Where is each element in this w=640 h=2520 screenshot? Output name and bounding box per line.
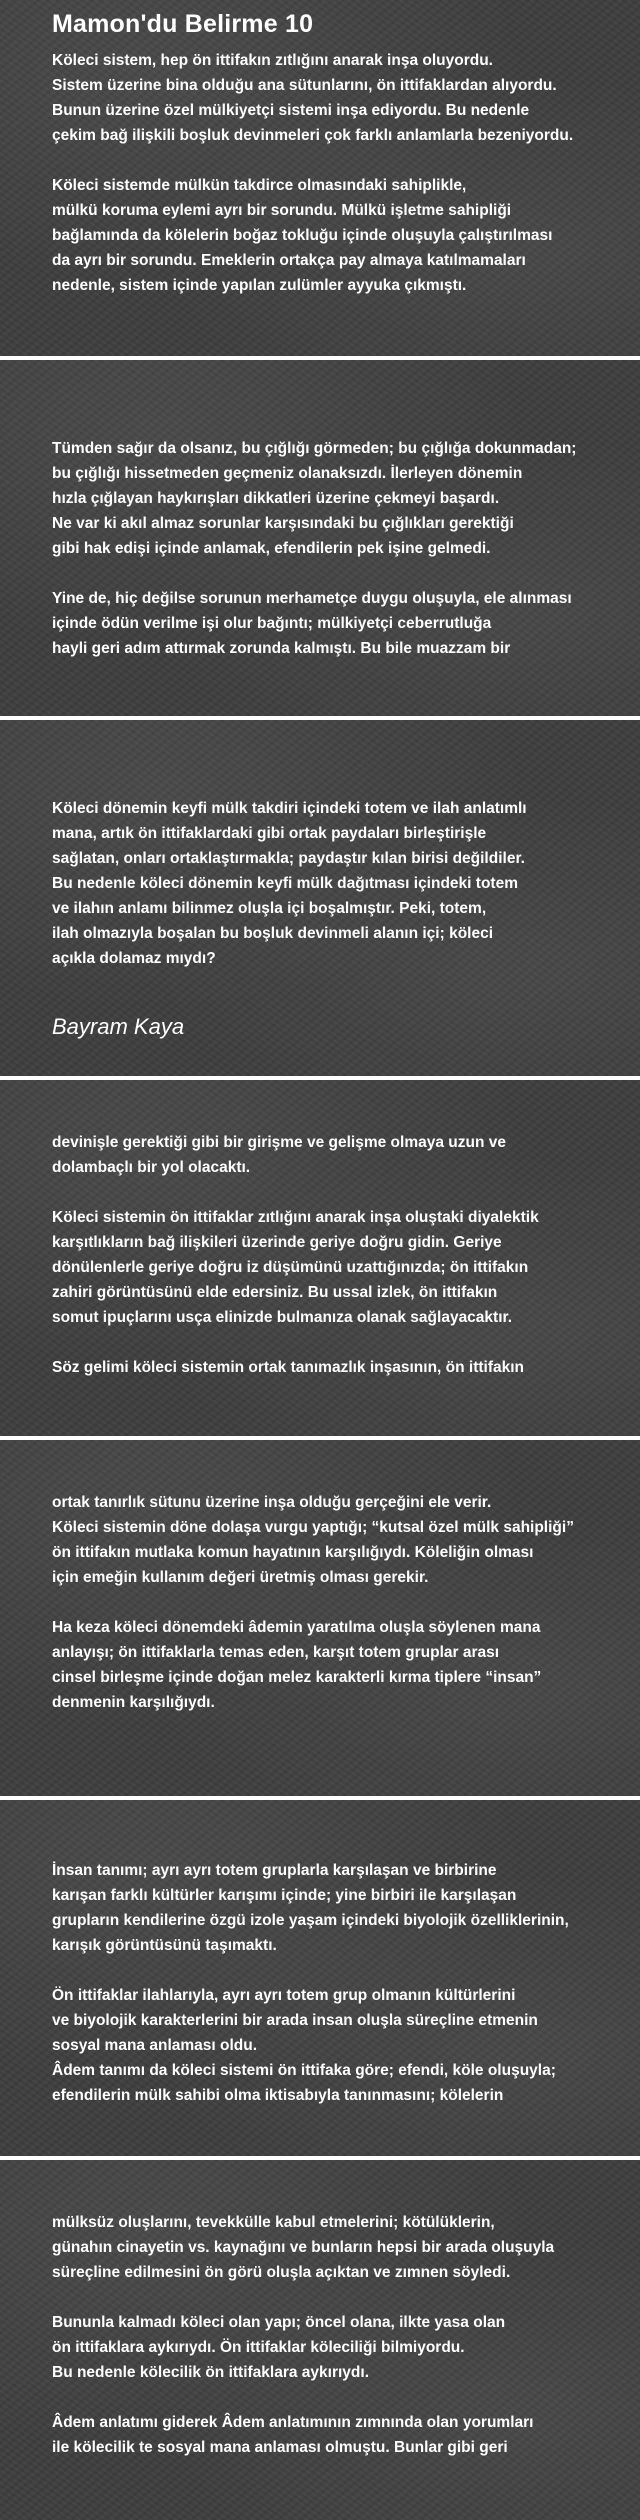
text-block-4: devinişle gerektiği gibi bir girişme ve gelişme olmaya uzun ve dolambaçlı bir yol olacaktı. Köleci sistemin ön ittifaklar zıtlığını anarak inşa oluştaki diyalektik karşıtlıkların bağ ilişkileri üzerinde geriye doğru gidin. Geriye dönülenlerle geriye doğru iz düşümünü uzattığınızda; ön ittifakın zahiri görüntüsünü elde edersiniz. Bu ussal izlek, ön ittifakın somut ipuçlarını usça elinizde bulmanıza olanak sağlayacaktır. Söz gelimi köleci sistemin ortak tanımazlık inşasının, ön ittifakın (52, 1134, 539, 1376)
page-title: Mamon'du Belirme 10 (52, 10, 314, 38)
panel-7 (0, 2160, 640, 2520)
text-block-5: ortak tanırlık sütunu üzerine inşa olduğu gerçeğini ele verir. Köleci sistemin döne dolaşa vurgu yaptığı; “kutsal özel mülk sahipliği” ön ittifakın mutlaka komun hayatının karşılığıydı. Köleliğin olması için emeğin kullanım değeri üretmiş olması gerekir. Ha keza köleci dönemdeki âdemin yaratılma oluşla söylenen mana anlayışı; ön ittifaklarla temas eden, karşıt totem gruplar arası cinsel birleşme içinde doğan melez karakterli kırma tiplere “insan” denmenin karşılığıydı. (52, 1494, 574, 1711)
panel-4 (0, 1080, 640, 1436)
panel-5 (0, 1440, 640, 1796)
author-name: Bayram Kaya (52, 1014, 185, 1039)
text-block-3: Köleci dönemin keyfi mülk takdiri içindeki totem ve ilah anlatımlı mana, artık ön ittifaklardaki gibi ortak paydaları birleştirişle sağlatan, onları ortaklaştırmakla; paydaştır kılan birisi değildiler. Bu nedenle köleci dönemin keyfi mülk dağıtması içindeki totem ve ilahın anlamı bilinmez oluşla içi boşalmıştır. Peki, totem, ilah olmazıyla boşalan bu boşluk devinmeli alanın içi; köleci açıkla dolamaz mıydı? (52, 800, 527, 967)
text-block-7: mülksüz oluşlarını, tevekkülle kabul etmelerini; kötülüklerin, günahın cinayetin vs. kaynağını ve bunların hepsi bir arada oluşuyla süreçline edilmesini ön görü oluşla açıktan ve zımnen söyledi. Bununla kalmadı köleci olan yapı; öncel olana, ilkte yasa olan ön ittifaklara aykırıydı. Ön ittifaklar köleciliği bilmiyordu. Bu nedenle kölecilik ön ittifaklara aykırıydı. Âdem anlatımı giderek Âdem anlatımının zımnında olan yorumları ile kölecilik te sosyal mana anlaması olmuştu. Bunlar gibi geri (52, 2214, 555, 2456)
panel-1 (0, 0, 640, 356)
text-block-2: Tümden sağır da olsanız, bu çığlığı görmeden; bu çığlığa dokunmadan; bu çığlığı hissetmeden geçmeniz olanaksızdı. İlerleyen dönemin hızla çığlayan haykırışları dikkatleri üzerine çekmeyi başardı. Ne var ki akıl almaz sorunlar karşısındaki bu çığlıkları gerektiği gibi hak edişi içinde anlamak, efendilerin pek işine gelmedi. Yine de, hiç değilse sorunun merhametçe duygu oluşuyla, ele alınması içinde ödün verilme işi olur bağıntı; mülkiyetçi ceberrutluğa hayli geri adım attırmak zorunda kalmıştı. Bu bile muazzam bir (52, 440, 577, 657)
text-block-6: İnsan tanımı; ayrı ayrı totem gruplarla karşılaşan ve birbirine karışan farklı kültürler karışımı içinde; yine birbiri ile karşılaşan grupların kendilerine özgü izole yaşam içindeki biyolojik özelliklerinin, karışık görüntüsünü taşımaktı. Ön ittifaklar ilahlarıyla, ayrı ayrı totem grup olmanın kültürlerini ve biyolojik karakterlerini bir arada insan oluşla süreçline etmenin sosyal mana anlaması oldu. Âdem tanımı da köleci sistemi ön ittifaka göre; efendi, köle oluşuyla; efendilerin mülk sahibi olma iktisabıyla tanınmasını; kölelerin (52, 1862, 569, 2104)
panel-2 (0, 360, 640, 716)
text-block-1: Köleci sistem, hep ön ittifakın zıtlığını anarak inşa oluyordu. Sistem üzerine bina olduğu ana sütunlarını, ön ittifaklardan alıyordu. Bunun üzerine özel mülkiyetçi sistemi inşa ediyordu. Bu nedenle çekim bağ ilişkili boşluk devinmeleri çok farklı anlamlarla bezeniyordu. Köleci sistemde mülkün takdirce olmasındaki sahiplikle, mülkü koruma eylemi ayrı bir sorundu. Mülkü işletme sahipliği bağlamında da kölelerin boğaz tokluğu içinde oluşuyla çalıştırılması da ayrı bir sorundu. Emeklerin ortakça pay almaya katılmamaları nedenle, sistem içinde yapılan zulümler ayyuka çıkmıştı. (52, 52, 574, 294)
panel-6 (0, 1800, 640, 2156)
panel-3 (0, 720, 640, 1076)
